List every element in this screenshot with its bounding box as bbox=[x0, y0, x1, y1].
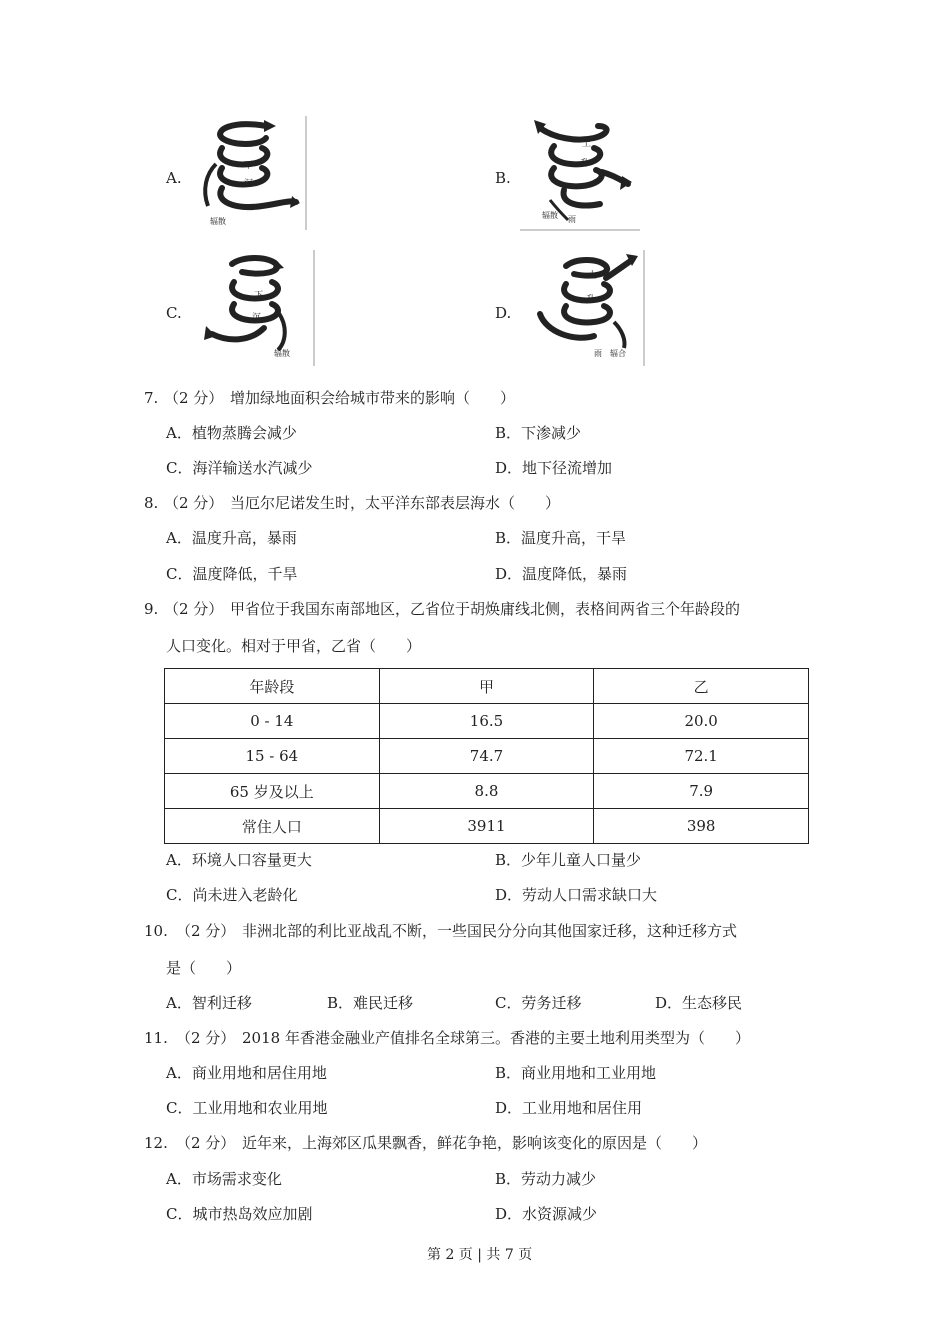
choice-c: C．工业用地和农业用地 bbox=[166, 1099, 328, 1117]
question-score: （2 分） bbox=[176, 1134, 236, 1152]
choice-d: D．温度降低，暴雨 bbox=[495, 565, 628, 583]
question-number: 9. bbox=[144, 600, 159, 618]
option-label-d: D. bbox=[495, 304, 512, 322]
option-label-b: B. bbox=[495, 169, 511, 187]
choice-c: C．海洋输送水汽减少 bbox=[166, 459, 313, 477]
choice-b: B．难民迁移 bbox=[327, 994, 414, 1012]
question-score: （2 分） bbox=[164, 600, 224, 618]
table-cell: 7.9 bbox=[594, 774, 809, 809]
choice-b: B．少年儿童人口量少 bbox=[495, 851, 642, 869]
question-stem-continued: 人口变化。相对于甲省，乙省（ ） bbox=[166, 637, 422, 655]
table-cell: 20.0 bbox=[594, 704, 809, 739]
choice-b: B．温度升高，干旱 bbox=[495, 529, 627, 547]
table-header-cell: 甲 bbox=[379, 669, 594, 704]
choice-d: D．水资源减少 bbox=[495, 1205, 598, 1223]
fig-a-foot-0: 辐散 bbox=[210, 217, 226, 226]
spiral-figure-a bbox=[192, 116, 310, 232]
question-number: 11. bbox=[144, 1029, 168, 1047]
choice-a: A．市场需求变化 bbox=[166, 1170, 282, 1188]
fig-b-word-0: 上 bbox=[582, 139, 592, 149]
question-score: （2 分） bbox=[164, 389, 224, 407]
fig-b-word-1: 升 bbox=[580, 159, 590, 169]
table-cell: 72.1 bbox=[594, 739, 809, 774]
population-table bbox=[164, 668, 809, 844]
fig-b-foot-1: 雨 bbox=[568, 215, 576, 224]
choice-a: A．商业用地和居住用地 bbox=[166, 1064, 327, 1082]
table-header-cell: 乙 bbox=[594, 669, 809, 704]
table-cell: 15 - 64 bbox=[165, 739, 380, 774]
table-cell: 8.8 bbox=[379, 774, 594, 809]
question-stem-continued: 是（ ） bbox=[166, 959, 242, 977]
fig-d-word-0: 上 bbox=[588, 271, 598, 281]
question-stem: 甲省位于我国东南部地区，乙省位于胡焕庸线北侧，表格间两省三个年龄段的 bbox=[230, 600, 741, 618]
question-stem: 增加绿地面积会给城市带来的影响（ ） bbox=[230, 389, 516, 407]
fig-a-word-1: 沉 bbox=[244, 179, 254, 189]
question-number: 7. bbox=[144, 389, 159, 407]
choice-d: D．工业用地和居住用 bbox=[495, 1099, 643, 1117]
fig-b-foot-0: 辐散 bbox=[542, 211, 558, 220]
table-row bbox=[165, 774, 809, 809]
table-row bbox=[165, 739, 809, 774]
choice-a: A．温度升高，暴雨 bbox=[166, 529, 297, 547]
table-cell: 3911 bbox=[379, 809, 594, 844]
question-stem: 近年来，上海郊区瓜果飘香，鲜花争艳，影响该变化的原因是（ ） bbox=[242, 1134, 708, 1152]
question-score: （2 分） bbox=[176, 1029, 236, 1047]
table-cell: 65 岁及以上 bbox=[165, 774, 380, 809]
fig-c-foot-0: 辐散 bbox=[274, 349, 290, 358]
choice-a: A．智利迁移 bbox=[166, 994, 252, 1012]
fig-c-word-1: 沉 bbox=[252, 313, 262, 323]
table-cell: 16.5 bbox=[379, 704, 594, 739]
table-row bbox=[165, 704, 809, 739]
choice-c: C．尚未进入老龄化 bbox=[166, 886, 298, 904]
question-number: 10. bbox=[144, 922, 168, 940]
spiral-figure-b bbox=[520, 116, 644, 232]
choice-b: B．劳动力减少 bbox=[495, 1170, 597, 1188]
fig-a-word-0: 下 bbox=[244, 161, 254, 171]
table-header-row bbox=[165, 669, 809, 704]
choice-b: B．商业用地和工业用地 bbox=[495, 1064, 657, 1082]
fig-d-word-1: 升 bbox=[586, 295, 596, 305]
choice-b: B．下渗减少 bbox=[495, 424, 582, 442]
option-label-c: C. bbox=[166, 304, 182, 322]
choice-d: D．地下径流增加 bbox=[495, 459, 613, 477]
choice-a: A．植物蒸腾会减少 bbox=[166, 424, 297, 442]
question-stem: 当厄尔尼诺发生时，太平洋东部表层海水（ ） bbox=[230, 494, 561, 512]
table-cell: 398 bbox=[594, 809, 809, 844]
table-cell: 常住人口 bbox=[165, 809, 380, 844]
table-cell: 74.7 bbox=[379, 739, 594, 774]
choice-c: C．温度降低，千旱 bbox=[166, 565, 298, 583]
choice-c: C．城市热岛效应加剧 bbox=[166, 1205, 313, 1223]
fig-d-foot-1: 辐合 bbox=[610, 349, 626, 358]
question-number: 12. bbox=[144, 1134, 168, 1152]
question-score: （2 分） bbox=[176, 922, 236, 940]
question-score: （2 分） bbox=[164, 494, 224, 512]
question-stem: 2018 年香港金融业产值排名全球第三。香港的主要土地利用类型为（ ） bbox=[242, 1029, 750, 1047]
page-footer: 第 2 页 | 共 7 页 bbox=[427, 1247, 533, 1263]
fig-d-foot-0: 雨 bbox=[594, 349, 602, 358]
choice-c: C．劳务迁移 bbox=[495, 994, 582, 1012]
table-header-cell: 年龄段 bbox=[165, 669, 380, 704]
choice-d: D．生态移民 bbox=[655, 994, 743, 1012]
question-number: 8. bbox=[144, 494, 159, 512]
fig-c-word-0: 下 bbox=[254, 291, 264, 301]
choice-d: D．劳动人口需求缺口大 bbox=[495, 886, 658, 904]
choice-a: A．环境人口容量更大 bbox=[166, 851, 312, 869]
spiral-figure-d bbox=[522, 250, 648, 368]
table-cell: 0 - 14 bbox=[165, 704, 380, 739]
question-stem: 非洲北部的利比亚战乱不断，一些国民分分向其他国家迁移，这种迁移方式 bbox=[242, 922, 738, 940]
table-row bbox=[165, 809, 809, 844]
option-label-a: A. bbox=[166, 169, 182, 187]
spiral-figure-c bbox=[192, 250, 318, 368]
